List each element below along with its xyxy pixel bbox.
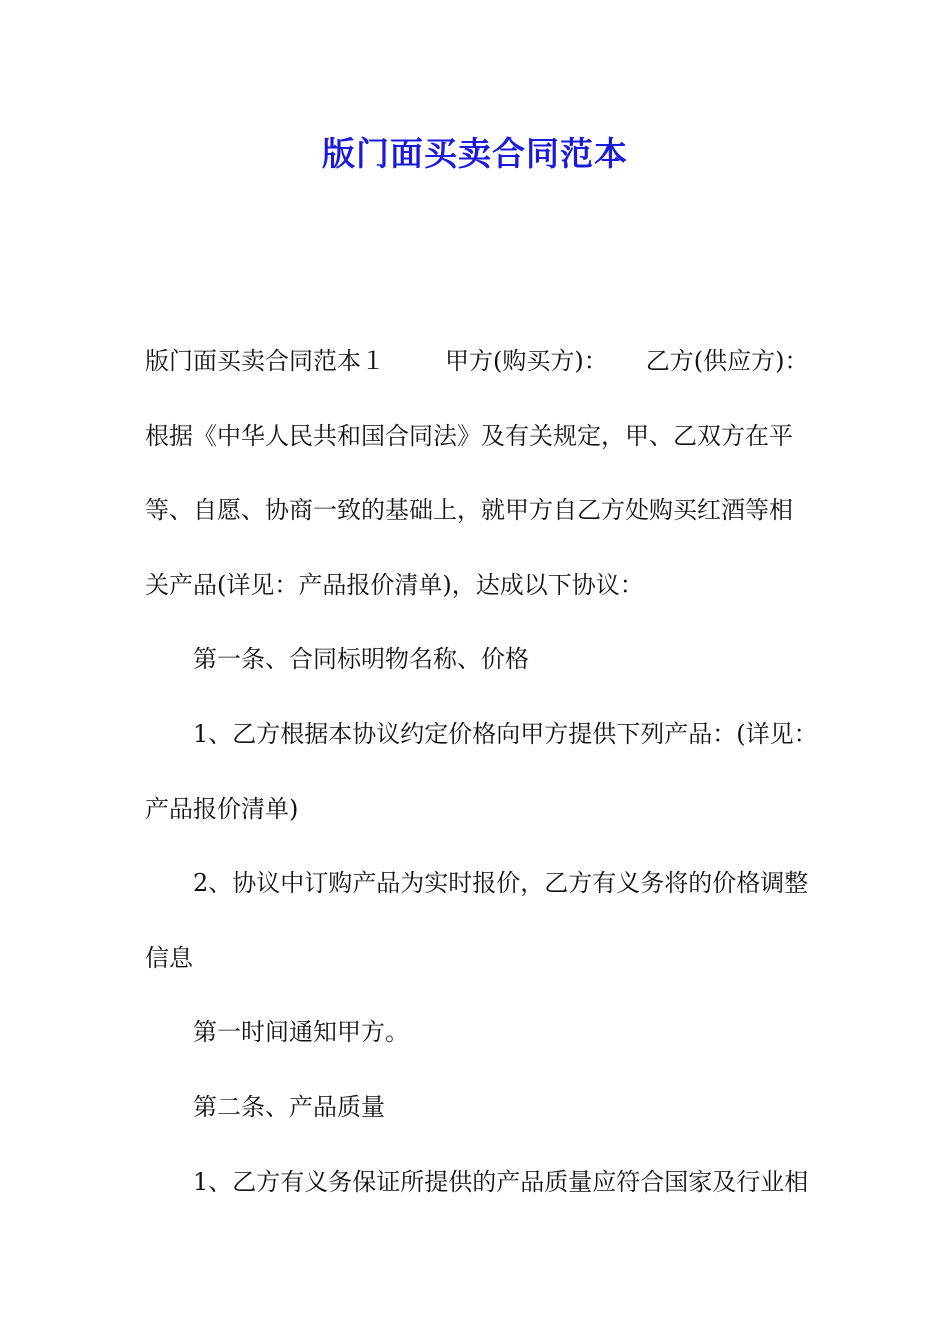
article-heading: 第一条、合同标明物名称、价格 [193,645,529,674]
document-body [145,342,845,1237]
clause-line: 信息 [145,943,193,972]
clause-line: 第一时间通知甲方。 [193,1018,409,1047]
intro-heading: 版门面买卖合同范本１ [145,347,385,375]
document-title: 版门面买卖合同范本 [322,134,628,173]
article-heading: 第二条、产品质量 [193,1092,385,1121]
paragraph-line: 等、自愿、协商一致的基础上，就甲方自乙方处购买红酒等相 [145,496,793,525]
clause-line: 1、乙方根据本协议约定价格向甲方提供下列产品：(详见： [193,719,818,748]
party-b-label: 乙方(供应方)： [645,347,809,375]
clause-line: 产品报价清单) [145,794,299,823]
clause-line: 2、协议中订购产品为实时报价，乙方有义务将的价格调整 [193,869,809,898]
intro-line [145,342,845,417]
paragraph-line: 根据《中华人民共和国合同法》及有关规定，甲、乙双方在平 [145,421,793,450]
paragraph-line: 关产品(详见：产品报价清单)，达成以下协议： [145,570,644,599]
party-a-label: 甲方(购买方)： [445,347,608,375]
clause-line: 1、乙方有义务保证所提供的产品质量应符合国家及行业相 [193,1167,809,1196]
